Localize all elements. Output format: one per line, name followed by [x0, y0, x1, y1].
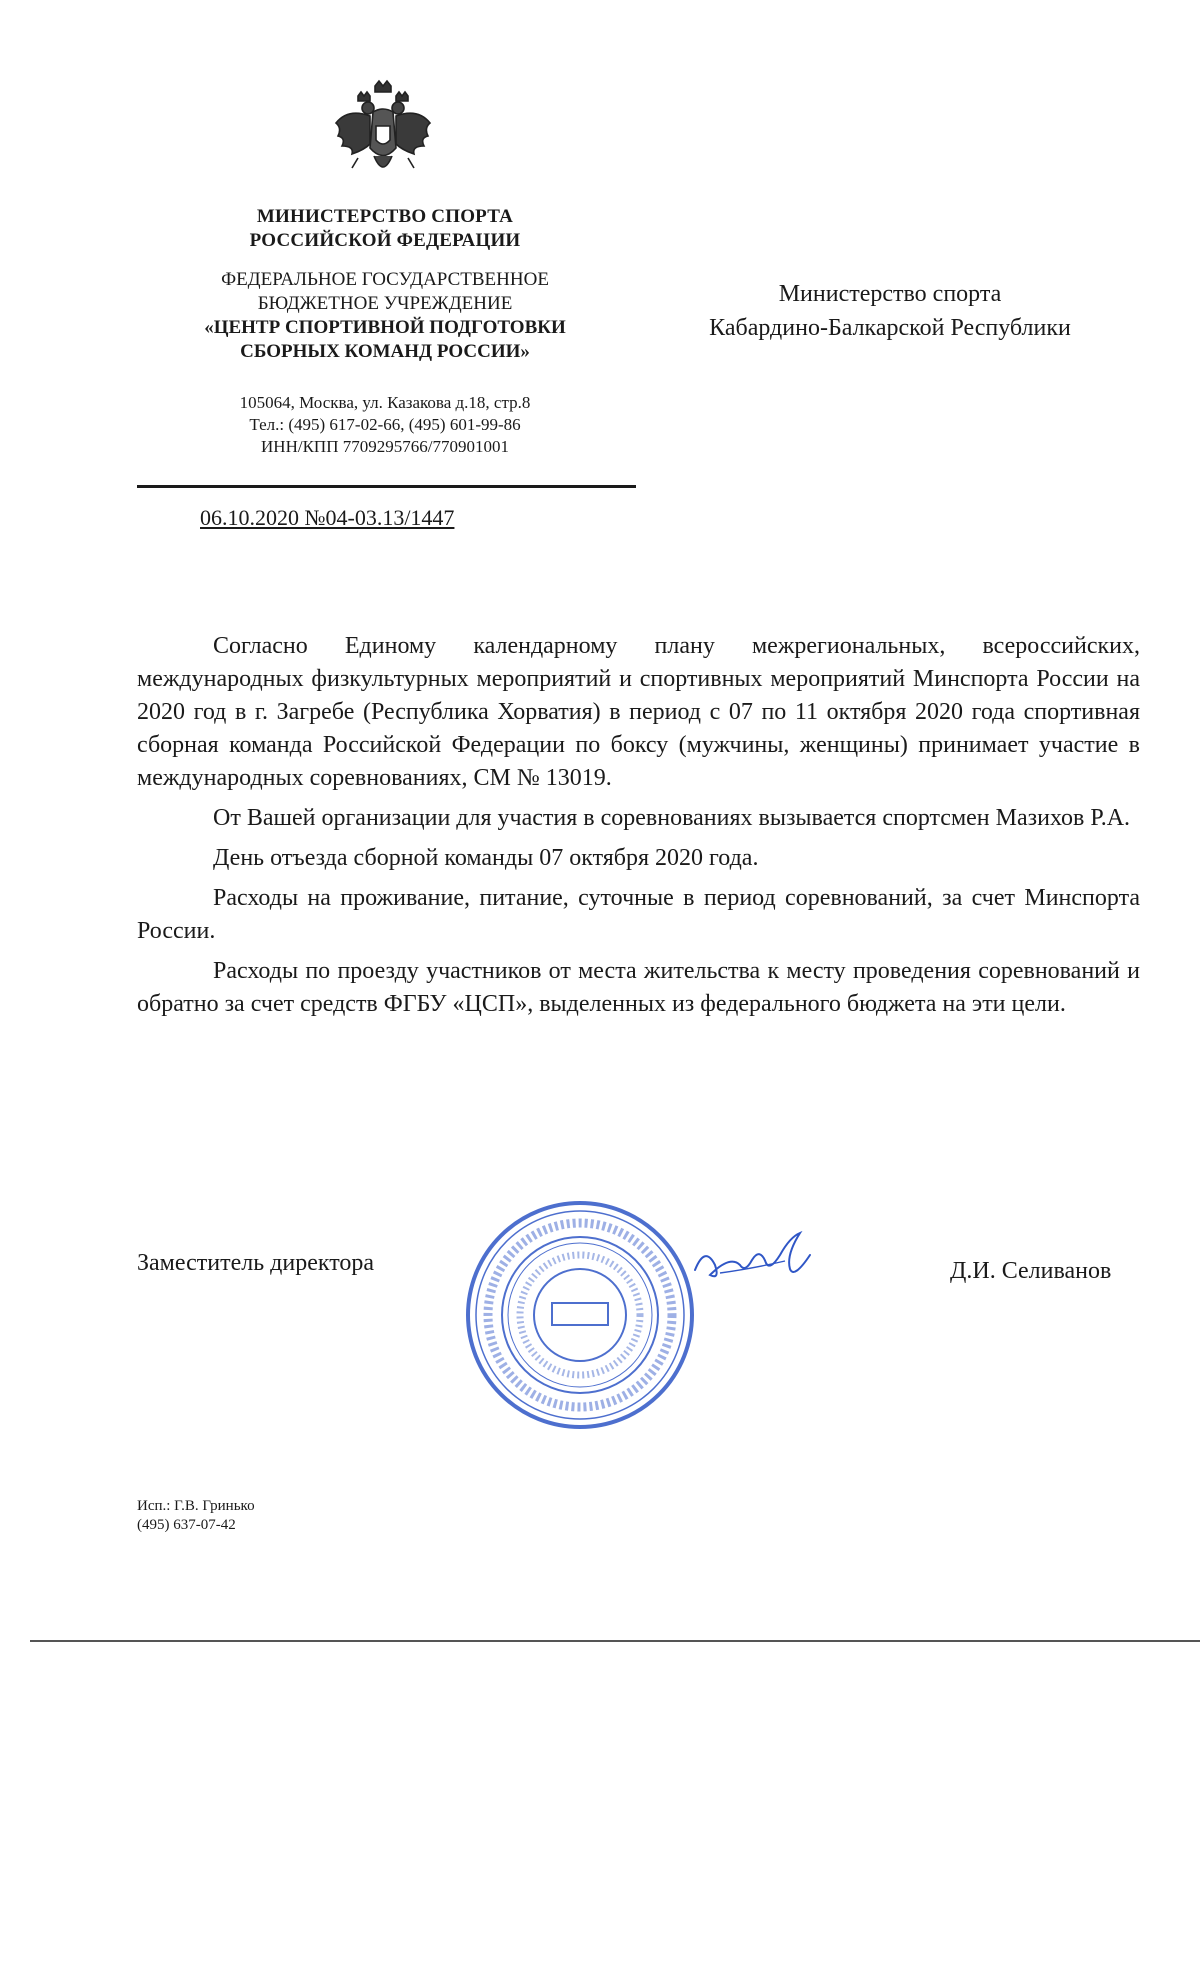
executor-name: Исп.: Г.В. Гринько — [137, 1498, 255, 1514]
organization-name — [150, 268, 620, 364]
recipient-block — [660, 277, 1120, 345]
org-line: БЮДЖЕТНОЕ УЧРЕЖДЕНИЕ — [257, 293, 513, 314]
recipient-line: Кабардино-Балкарской Республики — [709, 315, 1071, 341]
official-stamp-icon — [460, 1195, 700, 1435]
executor-phone: (495) 637-07-42 — [137, 1517, 236, 1533]
body-paragraph: День отъезда сборной команды 07 октября 2020 года. — [213, 845, 759, 871]
address: 105064, Москва, ул. Казакова д.18, стр.8 — [239, 393, 531, 412]
ministry-line: РОССИЙСКОЙ ФЕДЕРАЦИИ — [249, 230, 521, 251]
body-paragraph: Расходы на проживание, питание, суточные в период соревнований, за счет Минспорта России. — [137, 885, 1140, 944]
phones: Тел.: (495) 617-02-66, (495) 601-99-86 — [249, 415, 521, 434]
organization-contacts — [175, 392, 595, 458]
inn-kpp: ИНН/КПП 7709295766/770901001 — [261, 437, 509, 456]
ministry-header — [175, 205, 595, 253]
header-divider — [137, 485, 636, 488]
letter-body — [137, 630, 1140, 1028]
body-paragraph: Согласно Единому календарному плану межрегиональных, всероссийских, международных физкультурных мероприятий и спортивных мероприятий Минспорта России на 2020 год в г. Загребе (Республика Хорватия) в период с 07 по 11 октября 2020 года спортивная сборная команда Российской Федерации по боксу (мужчины, женщины) принимает участие в международных соревнованиях, СМ № 13019. — [137, 633, 1140, 791]
org-line: СБОРНЫХ КОМАНД РОССИИ» — [240, 341, 530, 362]
page-edge-line — [30, 1640, 1200, 1642]
executor-info — [137, 1497, 255, 1535]
ministry-line: МИНИСТЕРСТВО СПОРТА — [256, 206, 514, 227]
org-line: ФЕДЕРАЛЬНОЕ ГОСУДАРСТВЕННОЕ — [221, 269, 549, 290]
coat-of-arms-icon — [328, 78, 438, 188]
signatory-name: Д.И. Селиванов — [950, 1258, 1112, 1284]
org-line: «ЦЕНТР СПОРТИВНОЙ ПОДГОТОВКИ — [204, 317, 566, 338]
document-number: 06.10.2020 №04-03.13/1447 — [200, 505, 455, 530]
handwritten-signature-icon — [690, 1225, 820, 1295]
body-paragraph: От Вашей организации для участия в соревнованиях вызывается спортсмен Мазихов Р.А. — [213, 805, 1131, 831]
signatory-title: Заместитель директора — [137, 1250, 375, 1276]
recipient-line: Министерство спорта — [778, 281, 1002, 307]
body-paragraph: Расходы по проезду участников от места жительства к месту проведения соревнований и обратно за счет средств ФГБУ «ЦСП», выделенных из федерального бюджета на эти цели. — [137, 958, 1140, 1017]
